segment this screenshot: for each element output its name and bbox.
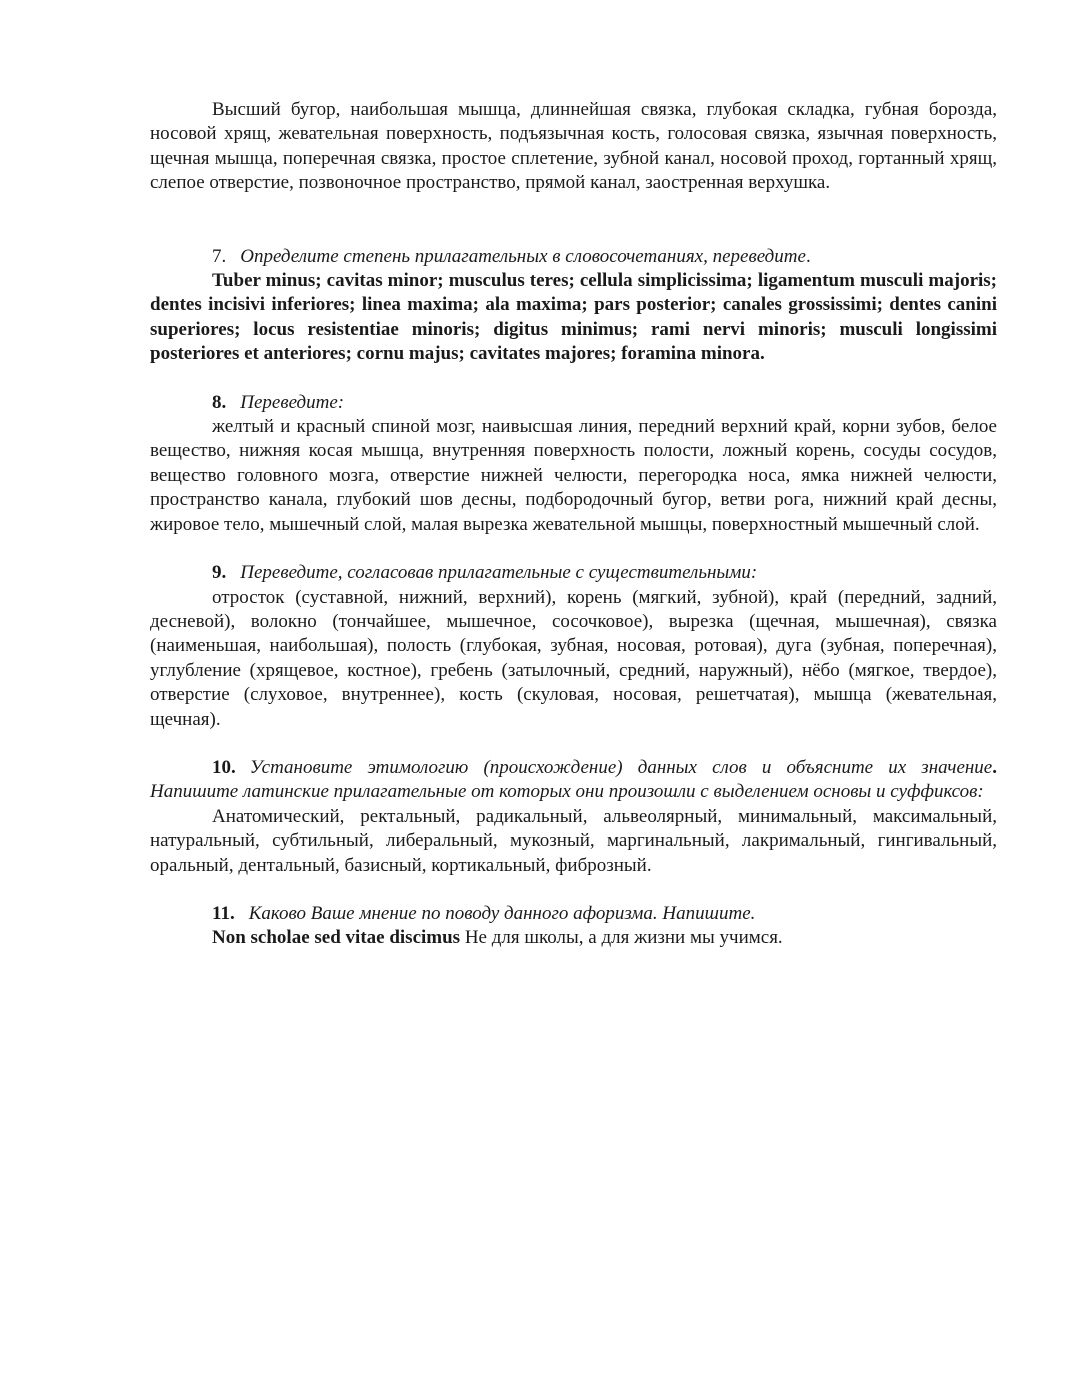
task-10-instruction-end: .: [992, 756, 997, 778]
task-7-instruction-end: .: [805, 245, 811, 267]
spacer: [150, 367, 997, 391]
task-8-heading: [150, 391, 997, 415]
document-page: [150, 98, 997, 951]
task-9-content: отросток (суставной, нижний, верхний), корень (мягкий, зубной), край (передний, задний, десневой), волокно (тончайшее, мышечное, сосочковое), вырезка (щечная, мышечная), связка (наименьшая, наибольшая), полость (глубокая, зубная, носовая, ротовая), дуга (зубная, поперечная), углубление (хрящевое, костное), гребень (затылочный, средний, наружный), нёбо (мягкое, твердое), отверстие (слуховое, внутреннее), кость (скуловая, носовая, решетчатая), мышца (жевательная, щечная).: [150, 586, 997, 730]
task-9: [150, 561, 997, 732]
task-7-heading: [150, 245, 997, 269]
task-7-number-dot: .: [221, 245, 227, 267]
task-10-instruction: Установите этимологию (происхождение) данных слов и объясните их значение: [249, 756, 993, 778]
task-8: [150, 391, 997, 537]
task-11: [150, 902, 997, 951]
task-7-instruction: Определите степень прилагательных в словосочетаниях, переведите: [240, 245, 806, 267]
spacer: [150, 732, 997, 756]
task-11-heading: [150, 902, 997, 926]
task-10: [150, 756, 997, 878]
task-8-content: желтый и красный спиной мозг, наивысшая линия, передний верхний край, корни зубов, белое вещество, нижняя косая мышца, внутренняя поверхность полости, ложный корень, сосуды сосудов, вещество головного мозга, отверстие нижней челюсти, перегородка носа, ямка нижней челюсти, пространство канала, глубокий шов десны, подбородочный бугор, ветви рога, нижний край десны, жировое тело, мышечный слой, малая вырезка жевательной мышцы, поверхностный мышечный слой.: [150, 416, 997, 535]
task-11-number: 11.: [212, 902, 235, 924]
task-11-instruction: Каково Ваше мнение по поводу данного афоризма. Напишите.: [248, 902, 756, 924]
task-8-number: 8.: [212, 391, 227, 413]
task-8-instruction: Переведите:: [240, 391, 345, 413]
task-9-number: 9.: [212, 562, 227, 584]
task-10-instruction-2: Напишите латинские прилагательные от которых они произошли с выделением основы и суффиксов:: [150, 781, 984, 803]
task-10-content: Анатомический, ректальный, радикальный, альвеолярный, минимальный, максимальный, натуральный, субтильный, либеральный, мукозный, маргинальный, лакримальный, гингивальный, оральный, дентальный, базисный, кортикальный, фиброзный.: [150, 805, 997, 876]
task-11-translation: Не для школы, а для жизни мы учимся.: [464, 927, 783, 949]
spacer: [150, 878, 997, 902]
task-9-heading: [150, 561, 997, 585]
spacer: [150, 537, 997, 561]
task-7: [150, 245, 997, 367]
task-11-aphorism: [150, 926, 997, 950]
task-10-heading: [150, 756, 997, 805]
task-7-number: 7: [212, 245, 222, 267]
intro-paragraph: Высший бугор, наибольшая мышца, длиннейшая связка, глубокая складка, губная борозда, носовой хрящ, жевательная поверхность, подъязычная кость, голосовая связка, язычная поверхность, щечная мышца, поперечная связка, простое сплетение, зубной канал, носовой проход, гортанный хрящ, слепое отверстие, позвоночное пространство, прямой канал, заостренная верхушка.: [150, 99, 997, 194]
task-11-latin: Non scholae sed vitae discimus: [212, 927, 461, 949]
task-9-instruction: Переведите, согласовав прилагательные с существительными:: [240, 562, 758, 584]
task-10-number: 10.: [212, 756, 236, 778]
spacer: [150, 196, 997, 245]
task-7-latin-phrases: Tuber minus; cavitas minor; musculus teres; cellula simplicissima; ligamentum musculi majoris; dentes incisivi inferiores; linea maxima; ala maxima; pars posterior; canales grossissimi; dentes canini superiores; locus resistentiae minoris; digitus minimus; rami nervi minoris; musculi longissimi posteriores et anteriores; cornu majus; cavitates majores; foramina minora.: [150, 270, 997, 365]
